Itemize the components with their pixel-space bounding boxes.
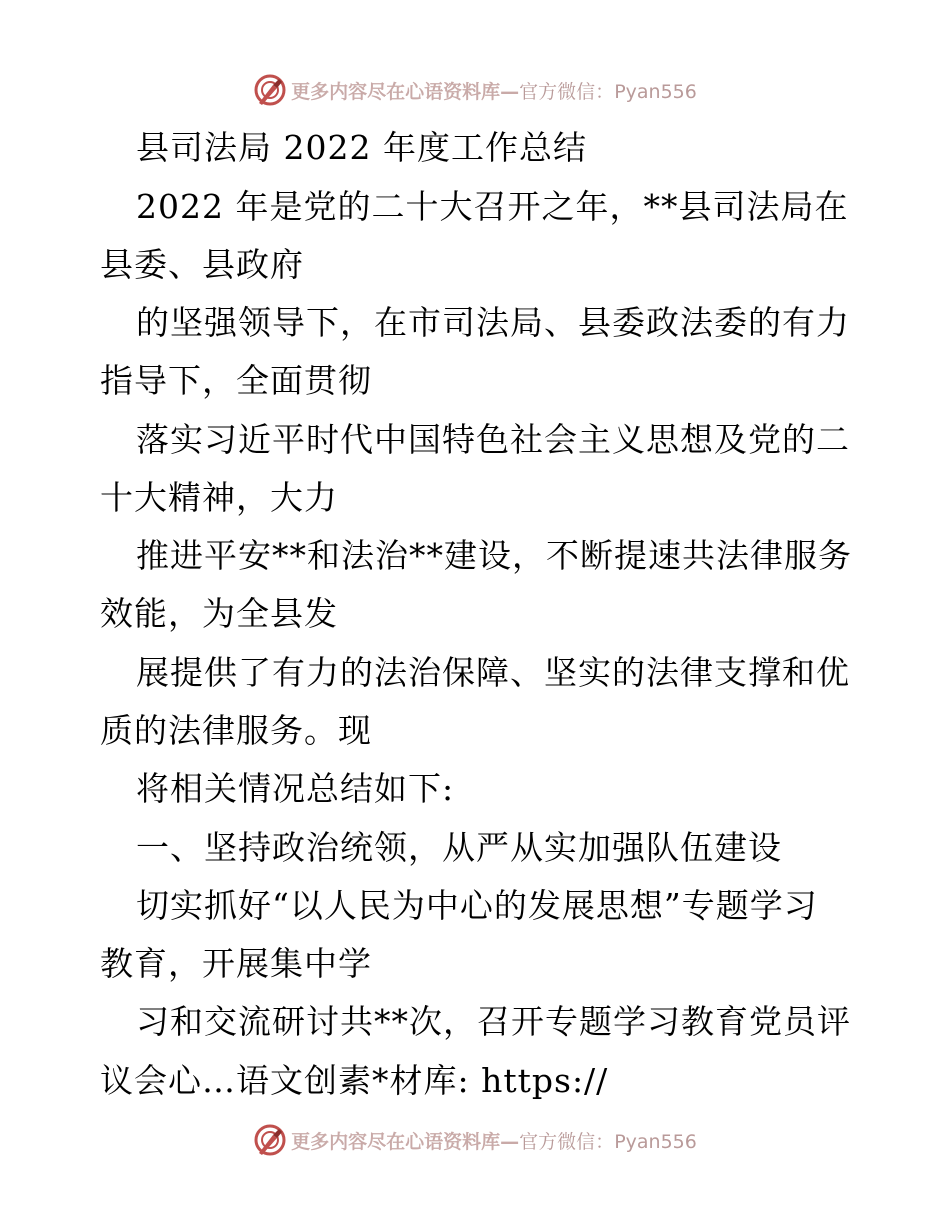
paragraph-line: 教育，开展集中学 — [100, 944, 372, 983]
paragraph-line: 展提供了有力的法治保障、坚实的法律支撑和优 — [136, 653, 850, 692]
paragraph-line: 议会心…语文创素*材库: https:// — [100, 1061, 609, 1100]
paragraph-line: 质的法律服务。现 — [100, 711, 372, 750]
paragraph-line: 落实习近平时代中国特色社会主义思想及党的二 — [136, 420, 850, 459]
paragraph-line: 县委、县政府 — [100, 245, 304, 284]
paragraph-line: 习和交流研讨共**次，召开专题学习教育党员评 — [136, 1002, 851, 1041]
paragraph-line: 切实抓好“以人民为中心的发展思想”专题学习 — [136, 886, 818, 925]
paragraph-line: 将相关情况总结如下: — [136, 769, 455, 808]
paragraph-line: 指导下，全面贯彻 — [100, 361, 372, 400]
paragraph-line: 2022 年是党的二十大召开之年，**县司法局在 — [136, 187, 849, 226]
section-heading: 一、坚持政治统领，从严从实加强队伍建设 — [136, 828, 782, 867]
footer-watermark-banner — [0, 1120, 950, 1160]
header-watermark-banner — [0, 70, 950, 110]
banner-text: 更多内容尽在心语资料库—官方微信：Pyan556 — [291, 1130, 697, 1153]
document-title: 县司法局 2022 年度工作总结 — [136, 128, 587, 167]
paragraph-line: 十大精神，大力 — [100, 478, 338, 517]
banner-text: 更多内容尽在心语资料库—官方微信：Pyan556 — [291, 80, 697, 103]
pen-logo-icon — [253, 1123, 287, 1157]
paragraph-line: 推进平安**和法治**建设，不断提速共法律服务 — [136, 536, 852, 575]
pen-logo-icon — [253, 73, 287, 107]
paragraph-line: 的坚强领导下，在市司法局、县委政法委的有力 — [136, 303, 850, 342]
paragraph-line: 效能，为全县发 — [100, 594, 338, 633]
